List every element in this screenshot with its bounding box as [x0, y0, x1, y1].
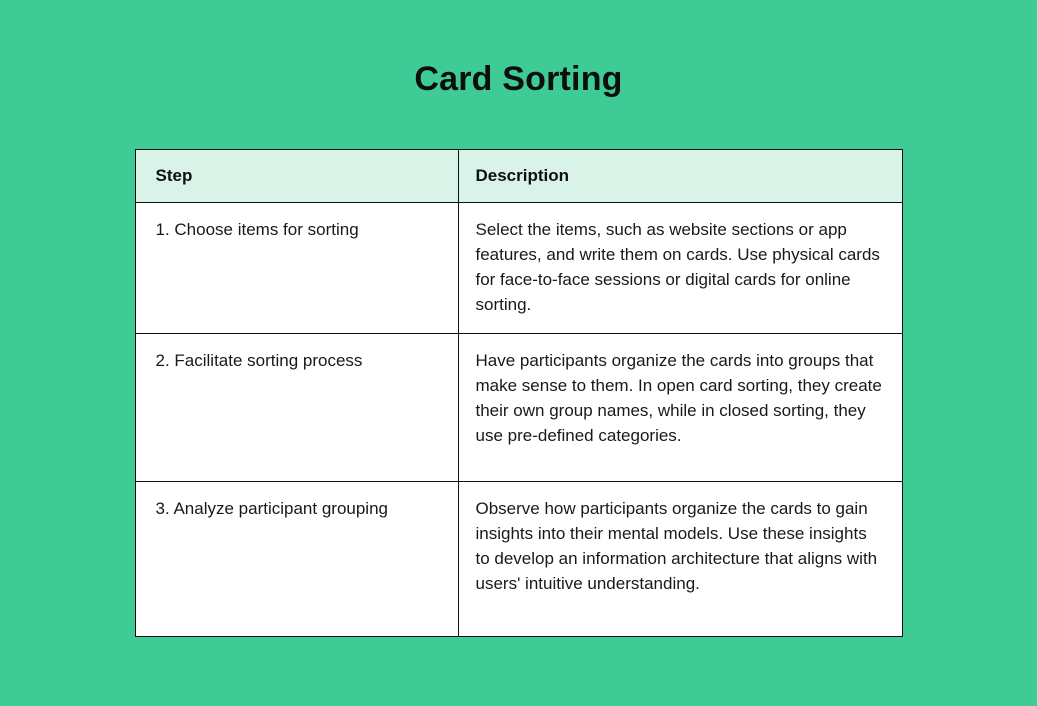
- description-cell: Observe how participants organize the cards to gain insights into their mental models. Use these insights to develop an information architecture that aligns with users' intuitive understanding.: [458, 482, 902, 637]
- description-cell: Have participants organize the cards into groups that make sense to them. In open card sorting, they create their own group names, while in closed sorting, they use pre-defined categories.: [458, 334, 902, 482]
- page-title: Card Sorting: [414, 60, 623, 98]
- step-cell: 1. Choose items for sorting: [135, 203, 458, 334]
- step-cell: 3. Analyze participant grouping: [135, 482, 458, 637]
- step-cell: 2. Facilitate sorting process: [135, 334, 458, 482]
- description-cell: Select the items, such as website sections or app features, and write them on cards. Use physical cards for face-to-face sessions or digital cards for online sorting.: [458, 203, 902, 334]
- column-header-description: Description: [458, 150, 902, 203]
- table-row: [135, 334, 902, 482]
- column-header-step: Step: [135, 150, 458, 203]
- card-sorting-table: [135, 149, 903, 637]
- table-header-row: [135, 150, 902, 203]
- table-row: [135, 203, 902, 334]
- table-row: [135, 482, 902, 637]
